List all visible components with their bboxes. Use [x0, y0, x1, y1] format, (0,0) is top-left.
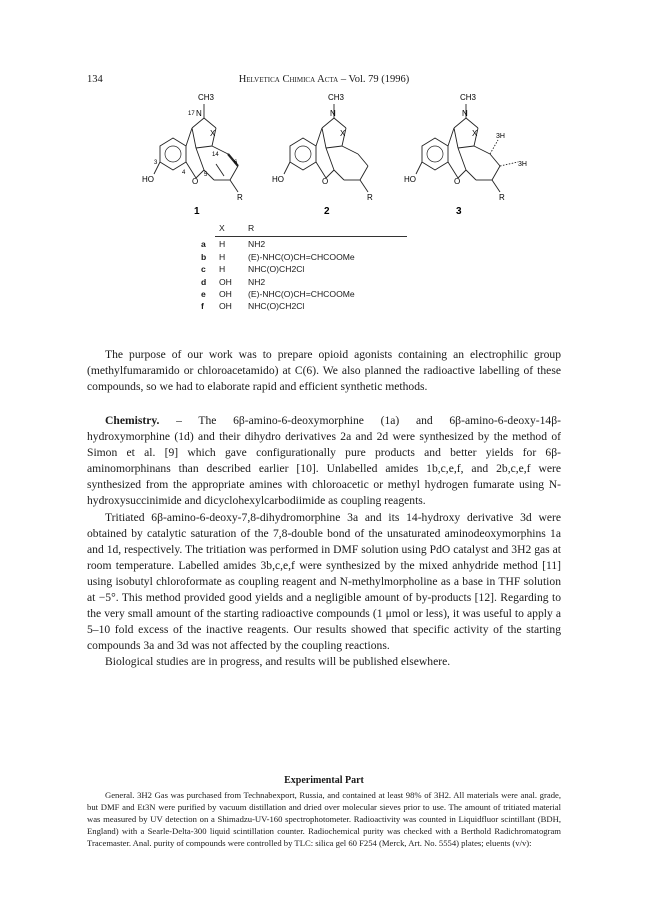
- experimental-section: [87, 790, 561, 850]
- chemistry-paragraph-2: Tritiated 6β-amino-6-deoxy-7,8-dihydromorphine 3a and its 14-hydroxy derivative 3d were obtained by catalytic saturation of the 7,8-double bond of the unsaturated aminodeoxymorphins 1a and 1d, respectively. The tritiation was performed in DMF solution using PdO catalyst and 3H2 gas at room temperature. Labelled amides 3b,c,e,f were synthesized by the mixed anhydride method [11] using isobutyl chloroformate as coupling reagent and N-methylmorpholine as a base in THF solution at −5°. This method provided good yields and a negligible amount of by-products [12]. Regarding to the very small amount of the starting radioactive compounds (1 μmol or less), it was useful to apply a 5–10 fold excess of the inactive reagents. Our results showed that specific activity of the starting compounds 3a and 3d was not affected by the coupling reactions.: [87, 510, 561, 653]
- substituent-table: [201, 222, 451, 313]
- hydroxy-label-2: HO: [272, 175, 284, 184]
- row-key: f: [201, 301, 204, 312]
- row-r: (E)-NHC(O)CH=CHCOOMe: [248, 288, 355, 299]
- structure-scheme: [140, 92, 540, 220]
- experimental-title: Experimental Part: [284, 775, 364, 786]
- row-r: (E)-NHC(O)CH=CHCOOMe: [248, 251, 355, 262]
- compound-number-2: 2: [324, 206, 330, 217]
- row-r: NHC(O)CH2Cl: [248, 264, 305, 275]
- intro-paragraph: The purpose of our work was to prepare opioid agonists containing an electrophilic group (methylfumaramido or chloroacetamido) at C(6). We also planned the radioactive labelling of these compounds, so we had to elaborate rapid and efficient synthetic methods.: [87, 348, 561, 394]
- chemistry-heading: Chemistry.: [105, 414, 160, 427]
- compound-number-1: 1: [194, 206, 200, 217]
- experimental-paragraph: General. 3H2 Gas was purchased from Technabexport, Russia, and contained at least 98% of 3H2. All materials were anal. grade, but DMF and Et3N were purified by vacuum distillation and dried over molecular sieves prior to use. The amount of tritiated material was measured by UV detection on a Shimadzu-UV-160 spectrophotometer. Radioactivity was counted in Liquidfluor scintillant (BDH, England) with a Searle-Delta-300 liquid scintillation counter. Radiochemical purity was checked with a Berthold Radichromatogram Tracemaster. Anal. purity of compounds were controlled by TLC: silica gel 60 F254 (Merck, Art. No. 5554) plates; eluents (v/v):: [87, 790, 561, 848]
- atom-number-5: 5: [204, 172, 208, 178]
- journal-name: Helvetica Chimica Acta: [238, 74, 339, 85]
- tritium-label-lower: 3H: [518, 161, 527, 168]
- row-key: a: [201, 239, 206, 250]
- x-label-3: X: [472, 129, 478, 138]
- hydroxy-label-3: HO: [404, 175, 416, 184]
- row-key: b: [201, 251, 207, 262]
- chemistry-paragraph-3: Biological studies are in progress, and results will be published elsewhere.: [105, 655, 451, 669]
- n-methyl-label-3: CH3: [460, 93, 477, 102]
- nitrogen-label-3: N: [462, 109, 468, 118]
- row-key: c: [201, 264, 206, 275]
- row-x: H: [219, 264, 226, 275]
- table-header-x: X: [219, 223, 225, 233]
- table-row: [201, 263, 451, 275]
- oxygen-label-3: O: [454, 177, 461, 186]
- journal-volume: – Vol. 79 (1996): [340, 74, 410, 85]
- oxygen-label-1: O: [192, 177, 199, 186]
- row-r: NH2: [248, 276, 266, 287]
- table-rule: [215, 236, 407, 237]
- chemistry-section: [87, 413, 561, 671]
- chemistry-paragraph-1-text: – The 6β-amino-6-deoxymorphine (1a) and 6β-amino-6-deoxy-14β-hydroxymorphine (1d) and their dihydro derivatives 2a and 2d were synthesized by the method of Simon et al. [9] which gave configurationally pure products and better yields for 6β-aminomorphinans than described earlier [10]. Unlabelled amides 1b,c,e,f, and 2b,c,e,f were synthesized from the appropriate amines with chloroacetic or methyl hydrogen fumarate using N-hydroxysuccinimide and dicyclohexylcarbodiimide as coupling reagents.: [87, 414, 561, 508]
- table-row: [201, 300, 451, 312]
- x-label-1: X: [210, 129, 216, 138]
- table-row: [201, 288, 451, 300]
- atom-number-6: 6: [234, 160, 238, 166]
- r-label-2: R: [367, 193, 373, 202]
- hydroxy-label-1: HO: [142, 175, 154, 184]
- nitrogen-label-1: N: [196, 109, 202, 118]
- r-label-1: R: [237, 193, 243, 202]
- oxygen-label-2: O: [322, 177, 329, 186]
- row-x: OH: [219, 288, 232, 299]
- row-x: OH: [219, 301, 232, 312]
- table-row: [201, 251, 451, 263]
- atom-number-3: 3: [154, 160, 158, 166]
- intro-section: [87, 347, 561, 395]
- structure-compound-1: [142, 93, 243, 217]
- row-x: OH: [219, 276, 232, 287]
- compound-number-3: 3: [456, 206, 462, 217]
- row-r: NHC(O)CH2Cl: [248, 301, 305, 312]
- table-header-r: R: [248, 223, 255, 233]
- row-r: NH2: [248, 239, 266, 250]
- row-x: H: [219, 251, 226, 262]
- page-number: 134: [87, 74, 103, 85]
- row-x: H: [219, 239, 226, 250]
- x-label-2: X: [340, 129, 346, 138]
- nitrogen-label-2: N: [330, 109, 336, 118]
- n-methyl-label-1: CH3: [198, 93, 215, 102]
- atom-number-14: 14: [212, 152, 219, 158]
- row-key: e: [201, 288, 206, 299]
- chemistry-paragraph-1: [87, 413, 561, 510]
- table-row: [201, 238, 451, 250]
- table-header-row: [201, 222, 451, 234]
- running-head: [0, 74, 648, 85]
- atom-number-17: 17: [188, 111, 195, 117]
- atom-number-4: 4: [182, 170, 186, 176]
- table-row: [201, 276, 451, 288]
- structure-compound-2: [272, 93, 373, 217]
- r-label-3: R: [499, 193, 505, 202]
- tritium-label-upper: 3H: [496, 133, 505, 140]
- row-key: d: [201, 276, 207, 287]
- n-methyl-label-2: CH3: [328, 93, 345, 102]
- structure-compound-3: [404, 93, 527, 217]
